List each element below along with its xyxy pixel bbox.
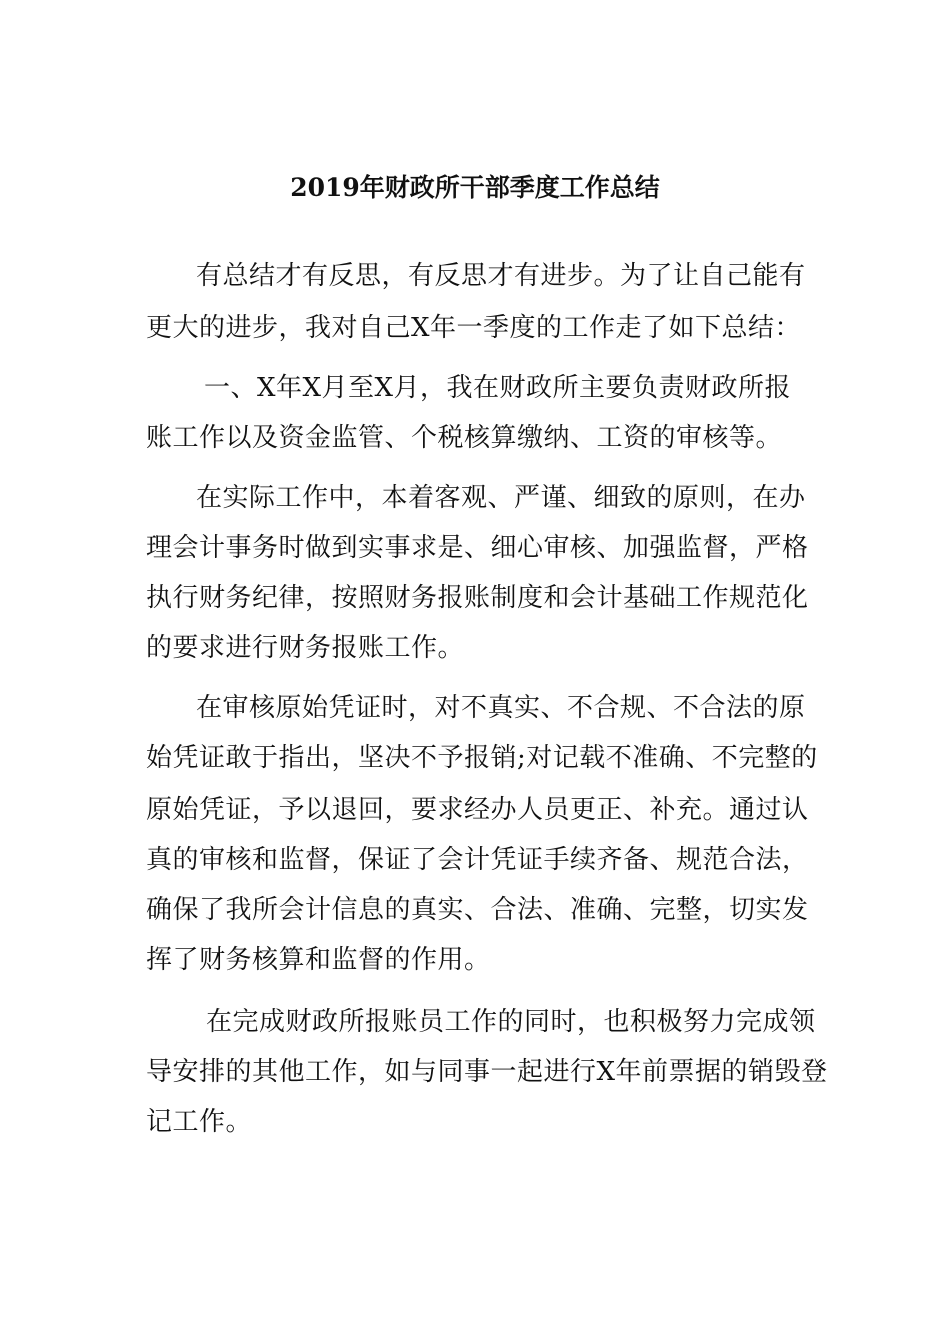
paragraph-4-line-4: 真的审核和监督，保证了会计凭证手续齐备、规范合法， <box>146 845 809 875</box>
paragraph-4-line-6: 挥了财务核算和监督的作用。 <box>146 945 491 975</box>
paragraph-3-line-3: 执行财务纪律，按照财务报账制度和会计基础工作规范化 <box>146 583 809 613</box>
paragraph-1-line-2: 更大的进步，我对自己X年一季度的工作走了如下总结： <box>146 313 802 343</box>
paragraph-5-line-2: 导安排的其他工作，如与同事一起进行X年前票据的销毁登 <box>146 1057 828 1087</box>
paragraph-2-line-1: 一、X年X月至X月，我在财政所主要负责财政所报 <box>204 373 792 403</box>
paragraph-5-line-1: 在完成财政所报账员工作的同时，也积极努力完成领 <box>206 1007 816 1037</box>
paragraph-4-line-5: 确保了我所会计信息的真实、合法、准确、完整，切实发 <box>146 895 809 925</box>
document-title: 2019年财政所干部季度工作总结 <box>290 173 660 202</box>
paragraph-4-line-2: 始凭证敢于指出，坚决不予报销;对记载不准确、不完整的 <box>146 743 818 773</box>
paragraph-2-line-2: 账工作以及资金监管、个税核算缴纳、工资的审核等。 <box>146 423 783 453</box>
paragraph-3-line-1: 在实际工作中，本着客观、严谨、细致的原则，在办 <box>196 483 806 513</box>
paragraph-4-line-1: 在审核原始凭证时，对不真实、不合规、不合法的原 <box>196 693 806 723</box>
paragraph-1-line-1: 有总结才有反思，有反思才有进步。为了让自己能有 <box>196 261 806 291</box>
paragraph-3-line-2: 理会计事务时做到实事求是、细心审核、加强监督，严格 <box>146 533 809 563</box>
paragraph-4-line-3: 原始凭证，予以退回，要求经办人员更正、补充。通过认 <box>146 795 809 825</box>
paragraph-3-line-4: 的要求进行财务报账工作。 <box>146 633 465 663</box>
paragraph-5-line-3: 记工作。 <box>146 1107 253 1137</box>
